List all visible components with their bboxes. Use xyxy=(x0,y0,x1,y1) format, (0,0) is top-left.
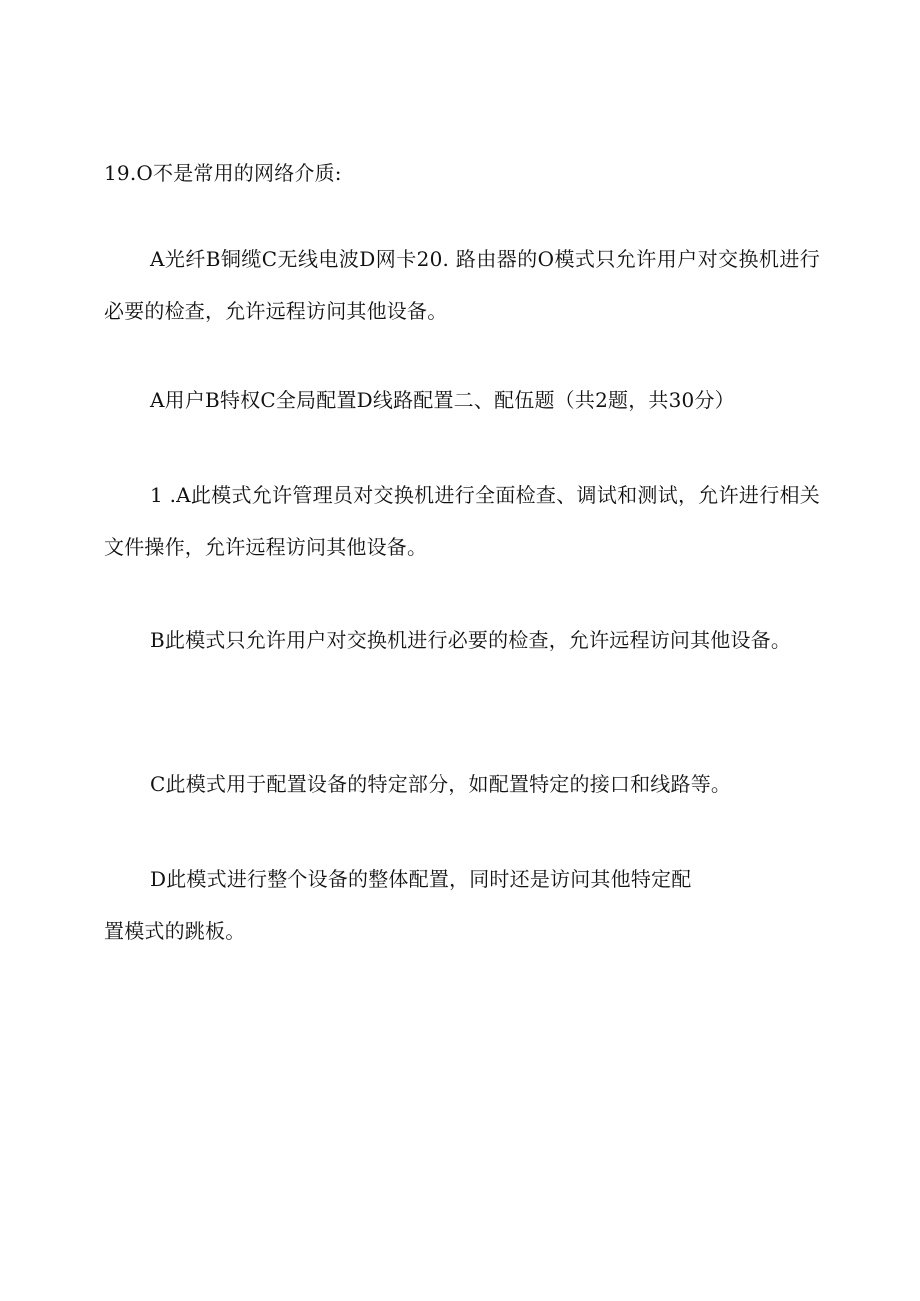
matching-option-b: B此模式只允许用户对交换机进行必要的检查，允许远程访问其他设备。 xyxy=(150,628,792,652)
question-20-options-and-section-heading: A用户B特权C全局配置D线路配置二、配伍题（共2题，共30分） xyxy=(150,388,735,412)
matching-option-a: 1 .A此模式允许管理员对交换机进行全面检查、调试和测试，允许进行相关文件操作，允许远程访问其他设备。 xyxy=(104,483,820,559)
matching-option-c: C此模式用于配置设备的特定部分，如配置特定的接口和线路等。 xyxy=(150,772,732,796)
question-19-stem: 19.O不是常用的网络介质: xyxy=(104,161,342,185)
matching-option-d xyxy=(104,853,820,957)
matching-option-d-line-2: 置模式的跳板。 xyxy=(104,919,246,943)
question-19-options-and-question-20-stem: A光纤B铜缆C无线电波D网卡20. 路由器的O模式只允许用户对交换机进行必要的检查，允许远程访问其他设备。 xyxy=(104,247,820,323)
matching-option-d-line-1: D此模式进行整个设备的整体配置，同时还是访问其他特定配 xyxy=(150,867,692,891)
